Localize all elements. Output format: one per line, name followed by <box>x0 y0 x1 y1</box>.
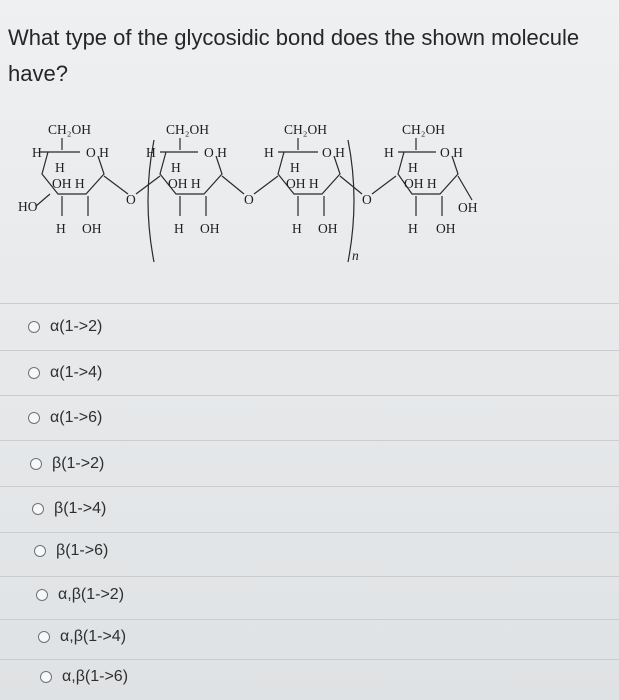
option-alpha-beta-1-4[interactable]: α,β(1->4) <box>38 624 126 650</box>
svg-text:CH₂OH: CH₂OH <box>402 122 445 137</box>
svg-text:HO: HO <box>18 199 38 214</box>
svg-text:OH H: OH H <box>52 176 85 191</box>
radio-button[interactable] <box>28 321 40 333</box>
option-alpha-beta-1-2[interactable]: α,β(1->2) <box>36 582 124 608</box>
glycosidic-oxygen-1: O <box>126 192 136 207</box>
option-beta-1-2[interactable]: β(1->2) <box>30 451 104 477</box>
repeat-bracket-right <box>348 140 354 262</box>
radio-button[interactable] <box>40 671 52 683</box>
radio-button[interactable] <box>32 503 44 515</box>
glucose-ring-2 <box>146 122 244 236</box>
svg-text:H: H <box>55 160 65 175</box>
option-alpha-1-6[interactable]: α(1->6) <box>28 405 102 431</box>
radio-button[interactable] <box>28 412 40 424</box>
svg-text:CH₂OH: CH₂OH <box>48 122 91 137</box>
glucose-ring-4 <box>384 122 478 236</box>
svg-text:OH: OH <box>458 200 478 215</box>
svg-text:H: H <box>56 221 66 236</box>
svg-text:O H: O H <box>86 145 109 160</box>
question-text: What type of the glycosidic bond does the shown molecule have? <box>8 25 580 86</box>
svg-text:H: H <box>171 160 181 175</box>
glycosidic-oxygen-2: O <box>244 192 254 207</box>
svg-text:OH: OH <box>436 221 456 236</box>
svg-text:O H: O H <box>440 145 463 160</box>
svg-text:CH₂OH: CH₂OH <box>166 122 209 137</box>
svg-text:H: H <box>290 160 300 175</box>
svg-text:O H: O H <box>322 145 345 160</box>
svg-text:OH H: OH H <box>168 176 201 191</box>
svg-text:O H: O H <box>204 145 227 160</box>
svg-text:CH₂OH: CH₂OH <box>284 122 327 137</box>
svg-text:OH: OH <box>82 221 102 236</box>
option-alpha-1-2[interactable]: α(1->2) <box>28 314 102 340</box>
glucose-ring-1 <box>18 122 128 236</box>
svg-text:H: H <box>408 221 418 236</box>
svg-text:H: H <box>384 145 394 160</box>
svg-text:H: H <box>264 145 274 160</box>
svg-text:OH H: OH H <box>286 176 319 191</box>
svg-text:H: H <box>32 145 42 160</box>
divider <box>0 350 619 351</box>
glycan-structure-diagram <box>0 100 619 280</box>
radio-button[interactable] <box>36 589 48 601</box>
divider <box>0 619 619 620</box>
svg-text:H: H <box>292 221 302 236</box>
svg-text:H: H <box>146 145 156 160</box>
option-alpha-1-4[interactable]: α(1->4) <box>28 360 102 386</box>
divider <box>0 303 619 304</box>
svg-text:OH H: OH H <box>404 176 437 191</box>
option-beta-1-4[interactable]: β(1->4) <box>32 496 106 522</box>
divider <box>0 532 619 533</box>
svg-text:H: H <box>174 221 184 236</box>
svg-text:OH: OH <box>318 221 338 236</box>
option-beta-1-6[interactable]: β(1->6) <box>34 538 108 564</box>
divider <box>0 395 619 396</box>
divider <box>0 486 619 487</box>
radio-button[interactable] <box>28 367 40 379</box>
glucose-ring-3 <box>264 122 362 236</box>
svg-text:OH: OH <box>200 221 220 236</box>
repeat-count-n: n <box>352 248 359 263</box>
radio-button[interactable] <box>34 545 46 557</box>
radio-button[interactable] <box>30 458 42 470</box>
radio-button[interactable] <box>38 631 50 643</box>
option-alpha-beta-1-6[interactable]: α,β(1->6) <box>40 664 128 690</box>
divider <box>0 440 619 441</box>
svg-text:H: H <box>408 160 418 175</box>
glycosidic-oxygen-3: O <box>362 192 372 207</box>
divider <box>0 659 619 660</box>
divider <box>0 576 619 577</box>
